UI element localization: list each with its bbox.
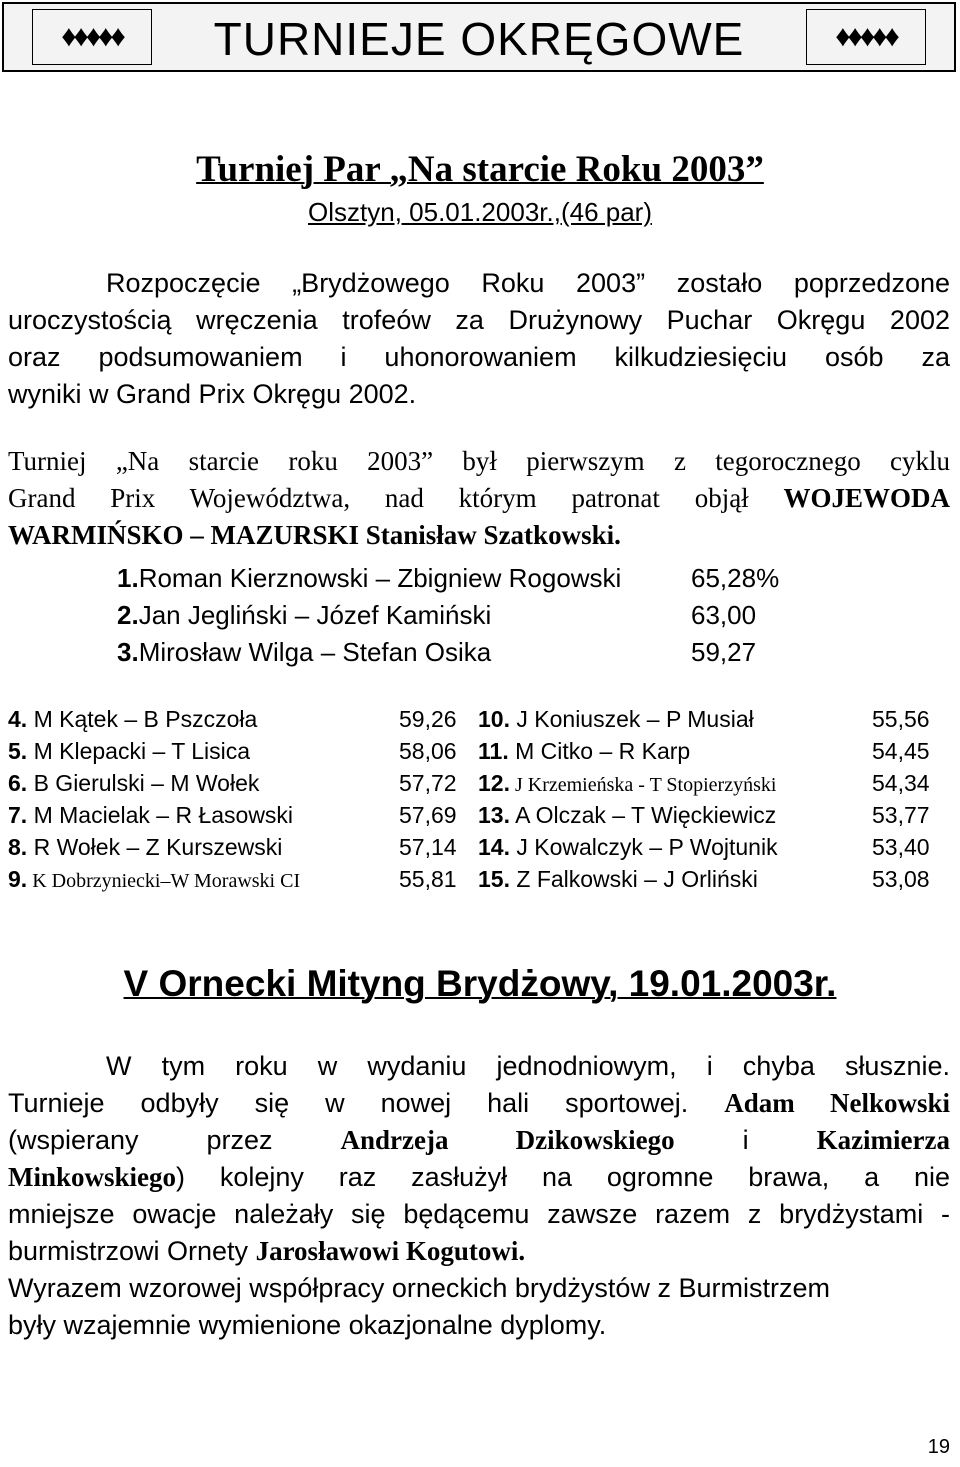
paragraph-line: Grand Prix Województwa, nad którym patronat objął WOJEWODA — [8, 483, 950, 513]
result-row: 2.Jan Jegliński – Józef Kamiński 63,00 — [117, 600, 757, 630]
result-row: 14. J Kowalczyk – P Wojtunik 53,40 — [478, 834, 930, 860]
result-row: 11. M Citko – R Karp 54,45 — [478, 738, 930, 764]
paragraph-line: Turniej „Na starcie roku 2003” był pierwszym z tegorocznego cyklu — [8, 446, 950, 476]
section2-paragraph — [8, 1048, 950, 1344]
paragraph-line: Turnieje odbyły się w nowej hali sportowej. Adam Nelkowski — [8, 1088, 950, 1118]
section2-title: V Ornecki Mityng Brydżowy, 19.01.2003r. — [123, 963, 837, 1004]
paragraph-line: W tym roku w wydaniu jednodniowym, i chyba słusznie. — [106, 1051, 950, 1081]
paragraph-line: były wzajemnie wymienione okazjonalne dyplomy. — [8, 1310, 607, 1340]
paragraph-line: (wspierany przez Andrzeja Dzikowskiego i Kazimierza — [8, 1125, 950, 1155]
paragraph-line: uroczystością wręczenia trofeów za Drużynowy Puchar Okręgu 2002 — [8, 305, 950, 335]
paragraph-line: burmistrzowi Ornety Jarosławowi Kogutowi. — [8, 1236, 526, 1266]
paragraph-line: Minkowskiego) kolejny raz zasłużył na ogromne brawa, a nie — [8, 1162, 950, 1192]
result-row: 7. M Macielak – R Łasowski 57,69 — [8, 802, 457, 828]
page-title: TURNIEJE OKRĘGOWE — [213, 13, 745, 65]
paragraph-line: mniejsze owacje należały się będącemu zawsze razem z brydżystami - — [8, 1199, 950, 1229]
result-row: 13. A Olczak – T Więckiewicz 53,77 — [478, 802, 930, 828]
section1-patron-paragraph — [8, 443, 950, 554]
top-results — [117, 560, 780, 671]
results-left-column — [8, 703, 457, 895]
result-row: 1.Roman Kierznowski – Zbigniew Rogowski 65,28% — [117, 563, 780, 593]
paragraph-line: Rozpoczęcie „Brydżowego Roku 2003” zostało poprzedzone — [106, 268, 950, 298]
patron-title: WOJEWODA — [783, 483, 950, 513]
result-row: 5. M Klepacki – T Lisica 58,06 — [8, 738, 457, 764]
result-row: 3.Mirosław Wilga – Stefan Osika 59,27 — [117, 637, 757, 667]
patron-name: WARMIŃSKO – MAZURSKI Stanisław Szatkowski. — [8, 520, 621, 550]
result-row: 4. M Kątek – B Pszczoła 59,26 — [8, 706, 457, 732]
section1-title: Turniej Par „Na starcie Roku 2003” — [196, 149, 764, 190]
section1-subtitle: Olsztyn, 05.01.2003r.,(46 par) — [308, 197, 652, 227]
diamonds-left-icon: ♦♦♦♦♦ — [32, 9, 152, 65]
paragraph-line: Wyrazem wzorowej współpracy orneckich brydżystów z Burmistrzem — [8, 1273, 830, 1303]
result-row: 8. R Wołek – Z Kurszewski 57,14 — [8, 834, 457, 860]
result-row: 12. J Krzemieńska - T Stopierzyński 54,34 — [478, 770, 930, 796]
section1-intro-paragraph — [8, 265, 950, 413]
paragraph-line: wyniki w Grand Prix Okręgu 2002. — [8, 379, 417, 409]
results-right-column — [478, 703, 930, 895]
header-banner — [2, 2, 956, 72]
diamonds-right-icon: ♦♦♦♦♦ — [806, 9, 926, 65]
result-row: 9. K Dobrzyniecki–W Morawski CI 55,81 — [8, 866, 457, 892]
result-row: 6. B Gierulski – M Wołek 57,72 — [8, 770, 457, 796]
result-row: 10. J Koniuszek – P Musiał 55,56 — [478, 706, 930, 732]
result-row: 15. Z Falkowski – J Orliński 53,08 — [478, 866, 930, 892]
page-number: 19 — [927, 1436, 950, 1458]
paragraph-line: oraz podsumowaniem i uhonorowaniem kilkudziesięciu osób za — [8, 342, 950, 372]
